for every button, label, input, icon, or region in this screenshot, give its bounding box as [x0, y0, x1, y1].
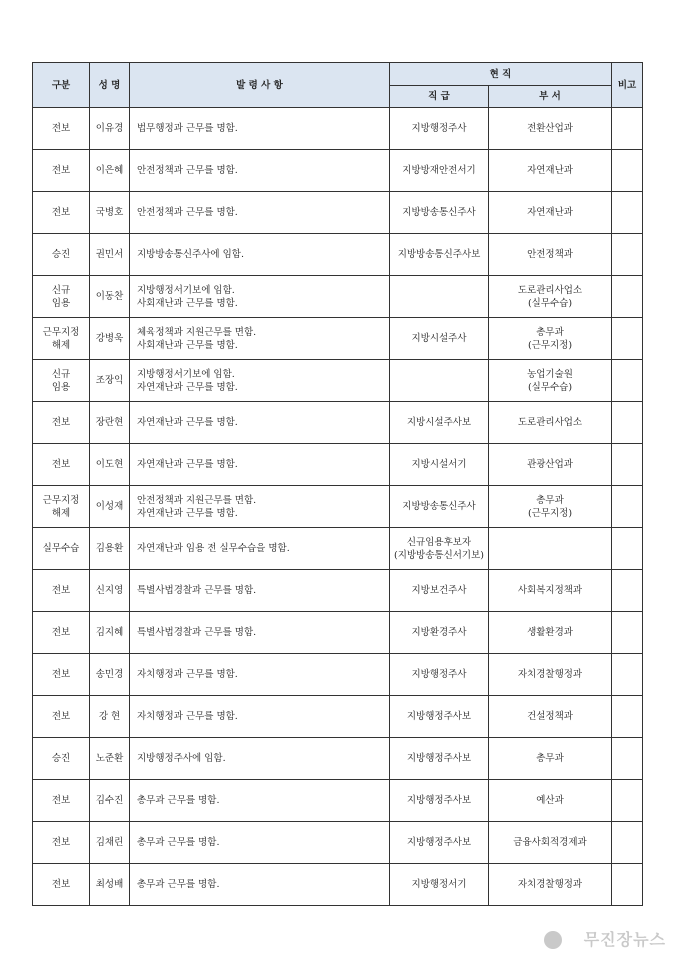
header-category: 구분 [33, 63, 90, 108]
cell-name: 이성재 [90, 486, 130, 528]
cell-order: 안전정책과 근무를 명함. [130, 150, 390, 192]
cell-note [612, 822, 643, 864]
cell-name: 김용환 [90, 528, 130, 570]
cell-rank: 지방시설서기 [390, 444, 489, 486]
cell-name: 송민경 [90, 654, 130, 696]
header-order: 발 령 사 항 [130, 63, 390, 108]
table-row [33, 360, 643, 402]
cell-name: 이유경 [90, 108, 130, 150]
cell-name: 김수진 [90, 780, 130, 822]
cell-category: 전보 [33, 444, 90, 486]
table-row [33, 150, 643, 192]
cell-rank: 지방방송통신주사 [390, 192, 489, 234]
table-row [33, 234, 643, 276]
cell-name: 국병호 [90, 192, 130, 234]
cell-rank: 지방보건주사 [390, 570, 489, 612]
table-row [33, 696, 643, 738]
cell-category: 전보 [33, 150, 90, 192]
cell-dept: 총무과 (근무지정) [489, 486, 612, 528]
cell-order: 안전정책과 근무를 명함. [130, 192, 390, 234]
cell-dept: 자치경찰행정과 [489, 654, 612, 696]
cell-category: 승진 [33, 234, 90, 276]
cell-rank: 지방행정주사보 [390, 738, 489, 780]
cell-note [612, 360, 643, 402]
cell-note [612, 108, 643, 150]
cell-dept: 관광산업과 [489, 444, 612, 486]
cell-order: 법무행정과 근무를 명함. [130, 108, 390, 150]
cell-category: 근무지정 해제 [33, 486, 90, 528]
cell-dept: 생활환경과 [489, 612, 612, 654]
cell-note [612, 696, 643, 738]
table-body [33, 108, 643, 906]
cell-dept: 사회복지정책과 [489, 570, 612, 612]
cell-order: 자연재난과 임용 전 실무수습을 명함. [130, 528, 390, 570]
table-row [33, 192, 643, 234]
header-rank: 직 급 [390, 86, 489, 108]
table-row [33, 486, 643, 528]
cell-name: 권민서 [90, 234, 130, 276]
cell-name: 조장익 [90, 360, 130, 402]
cell-order: 자치행정과 근무를 명함. [130, 654, 390, 696]
cell-rank: 신규임용후보자 (지방방송통신서기보) [390, 528, 489, 570]
cell-order: 총무과 근무를 명함. [130, 780, 390, 822]
cell-category: 전보 [33, 822, 90, 864]
table-row [33, 276, 643, 318]
table-row [33, 108, 643, 150]
cell-name: 최성배 [90, 864, 130, 906]
cell-dept: 전환산업과 [489, 108, 612, 150]
cell-note [612, 612, 643, 654]
cell-category: 근무지정 해제 [33, 318, 90, 360]
cell-rank: 지방시설주사 [390, 318, 489, 360]
cell-name: 이도현 [90, 444, 130, 486]
cell-dept: 안전정책과 [489, 234, 612, 276]
cell-note [612, 318, 643, 360]
cell-note [612, 654, 643, 696]
cell-note [612, 402, 643, 444]
cell-order: 지방행정서기보에 임함. 사회재난과 근무를 명함. [130, 276, 390, 318]
cell-order: 지방행정주사에 임함. [130, 738, 390, 780]
cell-rank: 지방방재안전서기 [390, 150, 489, 192]
cell-category: 전보 [33, 612, 90, 654]
cell-category: 신규 임용 [33, 360, 90, 402]
cell-dept: 금융사회적경제과 [489, 822, 612, 864]
watermark: 무진장뉴스 [583, 930, 666, 949]
cell-note [612, 192, 643, 234]
cell-rank: 지방행정주사보 [390, 696, 489, 738]
cell-dept [489, 528, 612, 570]
cell-note [612, 276, 643, 318]
cell-category: 전보 [33, 192, 90, 234]
cell-category: 승진 [33, 738, 90, 780]
cell-dept: 도로관리사업소 [489, 402, 612, 444]
cell-order: 지방방송통신주사에 임함. [130, 234, 390, 276]
cell-category: 전보 [33, 864, 90, 906]
cell-dept: 총무과 [489, 738, 612, 780]
cell-name: 이동찬 [90, 276, 130, 318]
table-row [33, 738, 643, 780]
cell-category: 전보 [33, 570, 90, 612]
cell-name: 장란현 [90, 402, 130, 444]
cell-note [612, 528, 643, 570]
cell-name: 노준환 [90, 738, 130, 780]
cell-dept: 도로관리사업소 (실무수습) [489, 276, 612, 318]
table-row [33, 654, 643, 696]
table-row [33, 570, 643, 612]
cell-order: 자연재난과 근무를 명함. [130, 444, 390, 486]
table-row [33, 318, 643, 360]
table-row [33, 444, 643, 486]
cell-note [612, 864, 643, 906]
cell-dept: 자치경찰행정과 [489, 864, 612, 906]
cell-rank: 지방환경주사 [390, 612, 489, 654]
cell-note [612, 234, 643, 276]
personnel-order-table [32, 62, 643, 906]
cell-category: 신규 임용 [33, 276, 90, 318]
header-note: 비고 [612, 63, 643, 108]
cell-name: 김채린 [90, 822, 130, 864]
cell-note [612, 780, 643, 822]
cell-dept: 농업기술원 (실무수습) [489, 360, 612, 402]
cell-rank: 지방행정주사보 [390, 780, 489, 822]
cell-category: 실무수습 [33, 528, 90, 570]
cell-dept: 총무과 (근무지정) [489, 318, 612, 360]
cell-name: 강 현 [90, 696, 130, 738]
cell-dept: 자연재난과 [489, 150, 612, 192]
cell-rank [390, 360, 489, 402]
cell-order: 총무과 근무를 명함. [130, 822, 390, 864]
cell-category: 전보 [33, 696, 90, 738]
header-dept: 부 서 [489, 86, 612, 108]
cell-rank: 지방방송통신주사보 [390, 234, 489, 276]
cell-category: 전보 [33, 780, 90, 822]
cell-note [612, 486, 643, 528]
cell-note [612, 738, 643, 780]
cell-dept: 예산과 [489, 780, 612, 822]
cell-order: 체육정책과 지원근무를 면함. 사회재난과 근무를 명함. [130, 318, 390, 360]
cell-note [612, 570, 643, 612]
cell-category: 전보 [33, 108, 90, 150]
table-row [33, 780, 643, 822]
cell-note [612, 150, 643, 192]
cell-dept: 자연재난과 [489, 192, 612, 234]
cell-order: 자연재난과 근무를 명함. [130, 402, 390, 444]
cell-name: 이은혜 [90, 150, 130, 192]
cell-rank: 지방행정주사 [390, 654, 489, 696]
cell-category: 전보 [33, 402, 90, 444]
table-row [33, 402, 643, 444]
table-row [33, 528, 643, 570]
cell-name: 신지영 [90, 570, 130, 612]
cell-order: 지방행정서기보에 임함. 자연재난과 근무를 명함. [130, 360, 390, 402]
cell-rank: 지방행정주사보 [390, 822, 489, 864]
cell-name: 강병욱 [90, 318, 130, 360]
cell-rank: 지방시설주사보 [390, 402, 489, 444]
cell-order: 안전정책과 지원근무를 면함. 자연재난과 근무를 명함. [130, 486, 390, 528]
cell-note [612, 444, 643, 486]
cell-rank: 지방행정서기 [390, 864, 489, 906]
cell-name: 김지혜 [90, 612, 130, 654]
table-row [33, 612, 643, 654]
table-row [33, 864, 643, 906]
cell-rank: 지방행정주사 [390, 108, 489, 150]
header-name: 성 명 [90, 63, 130, 108]
table-row [33, 822, 643, 864]
cell-order: 특별사법경찰과 근무를 명함. [130, 570, 390, 612]
cell-order: 특별사법경찰과 근무를 명함. [130, 612, 390, 654]
watermark-logo-icon [544, 931, 562, 949]
cell-rank [390, 276, 489, 318]
cell-rank: 지방방송통신주사 [390, 486, 489, 528]
cell-dept: 건설정책과 [489, 696, 612, 738]
header-current: 현 직 [390, 63, 612, 86]
cell-category: 전보 [33, 654, 90, 696]
cell-order: 자치행정과 근무를 명함. [130, 696, 390, 738]
cell-order: 총무과 근무를 명함. [130, 864, 390, 906]
